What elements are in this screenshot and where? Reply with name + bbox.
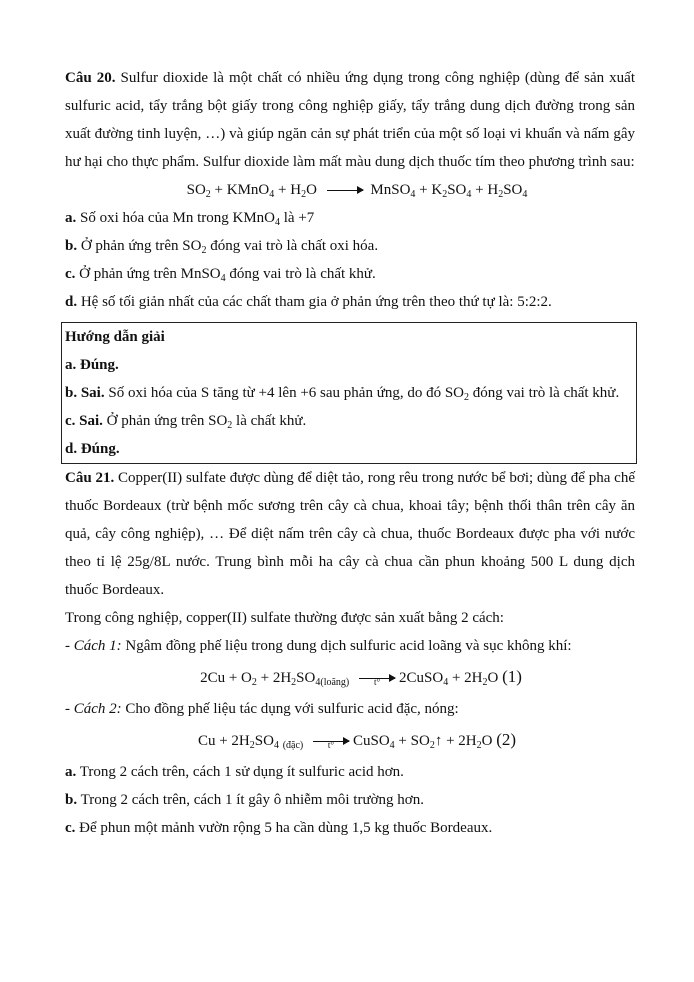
- question-21-method-1: - Cách 1: Ngâm đồng phế liệu trong dung dịch sulfuric acid loãng và sục không khí:: [65, 638, 572, 654]
- question-21-option-b: b. Trong 2 cách trên, cách 1 ít gây ô nhiễm môi trường hơn.: [65, 792, 424, 808]
- document-page: [65, 64, 635, 842]
- solution-b: b. Sai. Số oxi hóa của S tăng từ +4 lên +6 sau phản ứng, do đó $SO_2$ đóng vai trò là chất khử.: [65, 385, 620, 403]
- question-20-label: Câu 20.: [65, 70, 116, 86]
- question-21-equation-1: $2Cu + O_2 + 2H_2SO_{4(loãng)}$ t° 2CuSO$_4$ + $2H_2O$ (1): [200, 667, 522, 688]
- reaction-arrow-icon: t°: [359, 678, 395, 679]
- question-20-option-c: c. Ở phản ứng trên MnSO$_4$ đóng vai trò là chất khử.: [65, 266, 376, 284]
- question-21-intro: Trong công nghiệp, copper(II) sulfate thường được sản xuất bằng 2 cách:: [65, 610, 504, 626]
- reaction-arrow-icon: [327, 190, 363, 191]
- reaction-arrow-icon: t°: [313, 741, 349, 742]
- question-20-stem: [65, 64, 635, 176]
- equation-2-number: (2): [496, 730, 517, 749]
- solution-c: c. Sai. Ở phản ứng trên $SO_2$ là chất khử.: [65, 413, 307, 431]
- solution-a: a. Đúng.: [65, 357, 119, 373]
- question-20-text: Sulfur dioxide là một chất có nhiều ứng dụng trong công nghiệp (dùng để sản xuất sulfuric acid, tẩy trắng bột giấy trong công nghiệp giấy, tẩy trắng dung dịch đường trong sản xuất đường tinh luyện, …) và giúp ngăn cản sự phát triển của một số loại vi khuẩn và nấm gây hư hại cho thực phẩm. Sulfur dioxide làm mất màu dung dịch thuốc tím theo phương trình sau:: [65, 70, 635, 170]
- question-21-option-c: c. Để phun một mảnh vườn rộng 5 ha cần dùng 1,5 kg thuốc Bordeaux.: [65, 820, 493, 836]
- question-21-method-2: - Cách 2: Cho đồng phế liệu tác dụng với sulfuric acid đặc, nóng:: [65, 701, 459, 717]
- solution-box: [61, 322, 637, 464]
- question-21-text: Copper(II) sulfate được dùng để diệt tảo, rong rêu trong nước bể bơi; dùng để pha chế thuốc Bordeaux (trừ bệnh mốc sương trên cây cà chua, khoai tây; bệnh thối thân trên cây ăn quả, cây công nghiệp), … Để diệt nấm trên cây cà chua, thuốc Bordeaux được pha với nước theo tỉ lệ 25g/8L nước. Trung bình mỗi ha cây cà chua cần phun khoảng 500 L dung dịch thuốc Bordeaux.: [65, 470, 635, 598]
- question-21-stem: [65, 464, 635, 604]
- question-20-option-a: a. Số oxi hóa của Mn trong KMnO$_4$ là +7: [65, 210, 315, 228]
- question-20-option-b: b. Ở phản ứng trên $SO_2$ đóng vai trò là chất oxi hóa.: [65, 238, 379, 256]
- question-20-option-d: d. Hệ số tối giản nhất của các chất tham gia ở phản ứng trên theo thứ tự là: 5:2:2.: [65, 294, 552, 310]
- question-20-equation: $SO_2$ + KMnO$_4$ + $H_2O$ MnSO$_4$ + $K_2SO_4 + H_2SO_4$: [186, 182, 528, 200]
- question-21-label: Câu 21.: [65, 470, 115, 486]
- equation-1-number: (1): [502, 667, 522, 686]
- question-21-option-a: a. Trong 2 cách trên, cách 1 sử dụng ít sulfuric acid hơn.: [65, 764, 404, 780]
- solution-title: Hướng dẫn giải: [65, 329, 165, 345]
- solution-d: d. Đúng.: [65, 441, 120, 457]
- question-21-equation-2: $Cu + 2H_2SO_4$ $_{(đặc)}$ t° CuSO$_4$ + $SO_2↑ + 2H_2O$ (2): [197, 730, 517, 751]
- gas-up-arrow-icon: ↑: [434, 733, 443, 749]
